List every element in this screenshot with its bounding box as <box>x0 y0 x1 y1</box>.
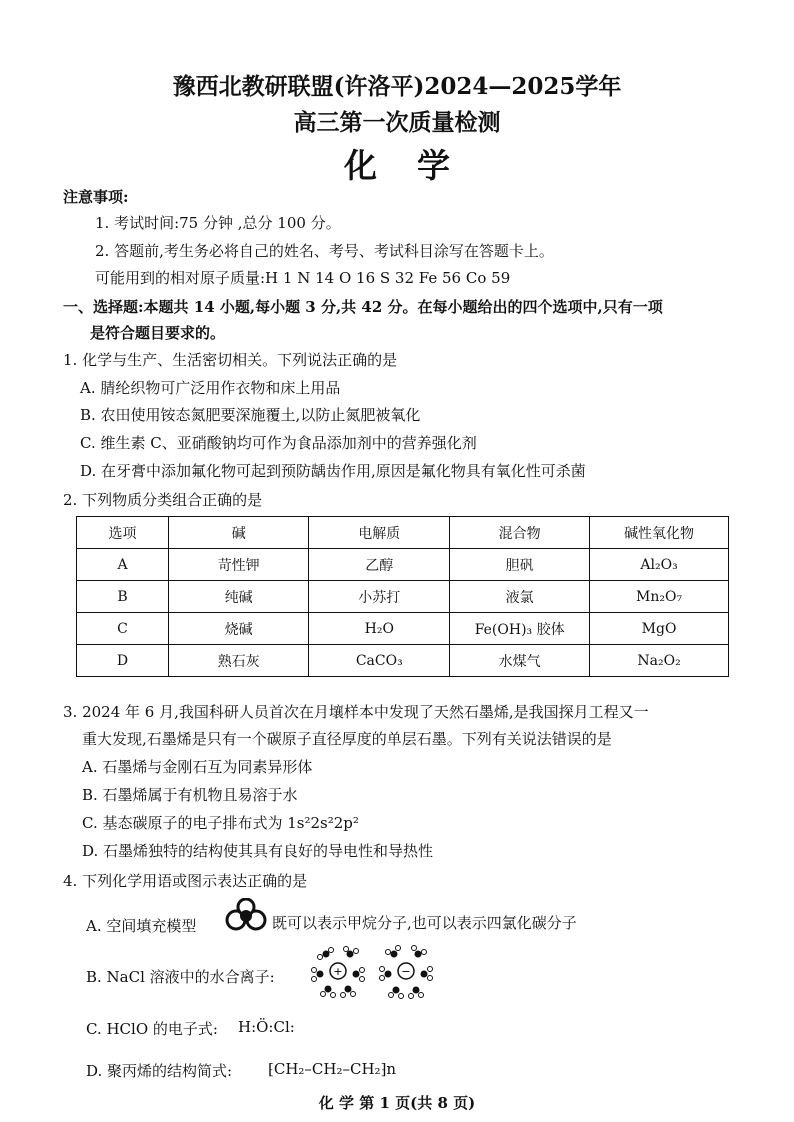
svg-text:−: − <box>401 965 411 978</box>
classification-table <box>76 516 729 677</box>
q4-option-c: C. HClO 的电子式: <box>86 1020 218 1038</box>
q4-option-a-suffix: 既可以表示甲烷分子,也可以表示四氯化碳分子 <box>272 914 577 932</box>
table-cell: MgO <box>590 613 729 645</box>
table-cell: 小苏打 <box>309 581 450 613</box>
section1-line1: 一、选择题:本题共 14 小题,每小题 3 分,共 42 分。在每小题给出的四个选项中,只有一项 <box>63 298 663 316</box>
table-cell: Fe(OH)₃ 胶体 <box>450 613 590 645</box>
table-header-row <box>77 517 729 549</box>
hydrated-ions-diagram <box>306 944 436 1000</box>
table-cell: 苛性钾 <box>169 549 309 581</box>
table-cell: Mn₂O₇ <box>590 581 729 613</box>
q3-option-c: C. 基态碳原子的电子排布式为 1s²2s²2p² <box>82 814 359 832</box>
q4-option-d: D. 聚丙烯的结构简式: <box>86 1062 233 1080</box>
table-cell: 水煤气 <box>450 645 590 677</box>
table-cell: CaCO₃ <box>309 645 450 677</box>
q3-option-b: B. 石墨烯属于有机物且易溶于水 <box>82 786 298 804</box>
table-cell: Na₂O₂ <box>590 645 729 677</box>
q1-option-a: A. 腈纶织物可广泛用作衣物和床上用品 <box>80 379 341 397</box>
table-row <box>77 613 729 645</box>
atomic-masses: 可能用到的相对原子质量:H 1 N 14 O 16 S 32 Fe 56 Co 59 <box>95 269 511 287</box>
section1-line2: 是符合题目要求的。 <box>90 324 226 342</box>
q4-option-a-prefix: A. 空间填充模型 <box>86 917 197 935</box>
polypropylene-formula: ⁅CH₂–CH₂–CH₂⁆n <box>268 1060 397 1078</box>
q1-option-d: D. 在牙膏中添加氟化物可起到预防龋齿作用,原因是氟化物具有氧化性可杀菌 <box>80 462 586 480</box>
table-row <box>77 645 729 677</box>
q1-option-b: B. 农田使用铵态氮肥要深施覆土,以防止氮肥被氧化 <box>80 406 421 424</box>
table-cell: H₂O <box>309 613 450 645</box>
exam-title-line2: 高三第一次质量检测 <box>293 109 501 136</box>
table-cell: 乙醇 <box>309 549 450 581</box>
table-cell: 液氯 <box>450 581 590 613</box>
q4-stem: 4. 下列化学用语或图示表达正确的是 <box>63 872 308 890</box>
notes-item-1: 1. 考试时间:75 分钟 ,总分 100 分。 <box>95 214 341 232</box>
page-footer: 化 学 第 1 页(共 8 页) <box>318 1094 476 1112</box>
table-cell: 胆矾 <box>450 549 590 581</box>
subject-title: 化学 <box>344 146 490 185</box>
q2-stem: 2. 下列物质分类组合正确的是 <box>63 491 263 509</box>
q3-option-a: A. 石墨烯与金刚石互为同素异形体 <box>82 758 313 776</box>
q1-option-c: C. 维生素 C、亚硝酸钠均可作为食品添加剂中的营养强化剂 <box>80 434 477 452</box>
table-row <box>77 549 729 581</box>
table-cell: Al₂O₃ <box>590 549 729 581</box>
table-row <box>77 581 729 613</box>
table-cell: 熟石灰 <box>169 645 309 677</box>
exam-title-line1: 豫西北教研联盟(许洛平)2024—2025学年 <box>172 73 622 100</box>
q3-stem-line1: 3. 2024 年 6 月,我国科研人员首次在月壤样本中发现了天然石墨烯,是我国探月工程又一 <box>63 703 649 721</box>
table-cell: B <box>77 581 169 613</box>
q3-stem-line2: 重大发现,石墨烯是只有一个碳原子直径厚度的单层石墨。下列有关说法错误的是 <box>82 730 612 748</box>
space-filling-model-icon <box>224 898 268 932</box>
table-cell: C <box>77 613 169 645</box>
table-cell: 烧碱 <box>169 613 309 645</box>
q1-stem: 1. 化学与生产、生活密切相关。下列说法正确的是 <box>63 351 398 369</box>
table-header-cell: 选项 <box>77 517 169 549</box>
svg-text:+: + <box>333 965 343 978</box>
q3-option-d: D. 石墨烯独特的结构使其具有良好的导电性和导热性 <box>82 842 434 860</box>
table-cell: 纯碱 <box>169 581 309 613</box>
table-header-cell: 混合物 <box>450 517 590 549</box>
table-cell: D <box>77 645 169 677</box>
table-header-cell: 电解质 <box>309 517 450 549</box>
hclo-electron-formula: H:Ö:Cl: <box>238 1018 295 1036</box>
table-header-cell: 碱性氧化物 <box>590 517 729 549</box>
notes-heading: 注意事项: <box>63 188 129 206</box>
table-header-cell: 碱 <box>169 517 309 549</box>
table-cell: A <box>77 549 169 581</box>
notes-item-2: 2. 答题前,考生务必将自己的姓名、考号、考试科目涂写在答题卡上。 <box>95 242 554 260</box>
q4-option-b: B. NaCl 溶液中的水合离子: <box>86 968 275 986</box>
